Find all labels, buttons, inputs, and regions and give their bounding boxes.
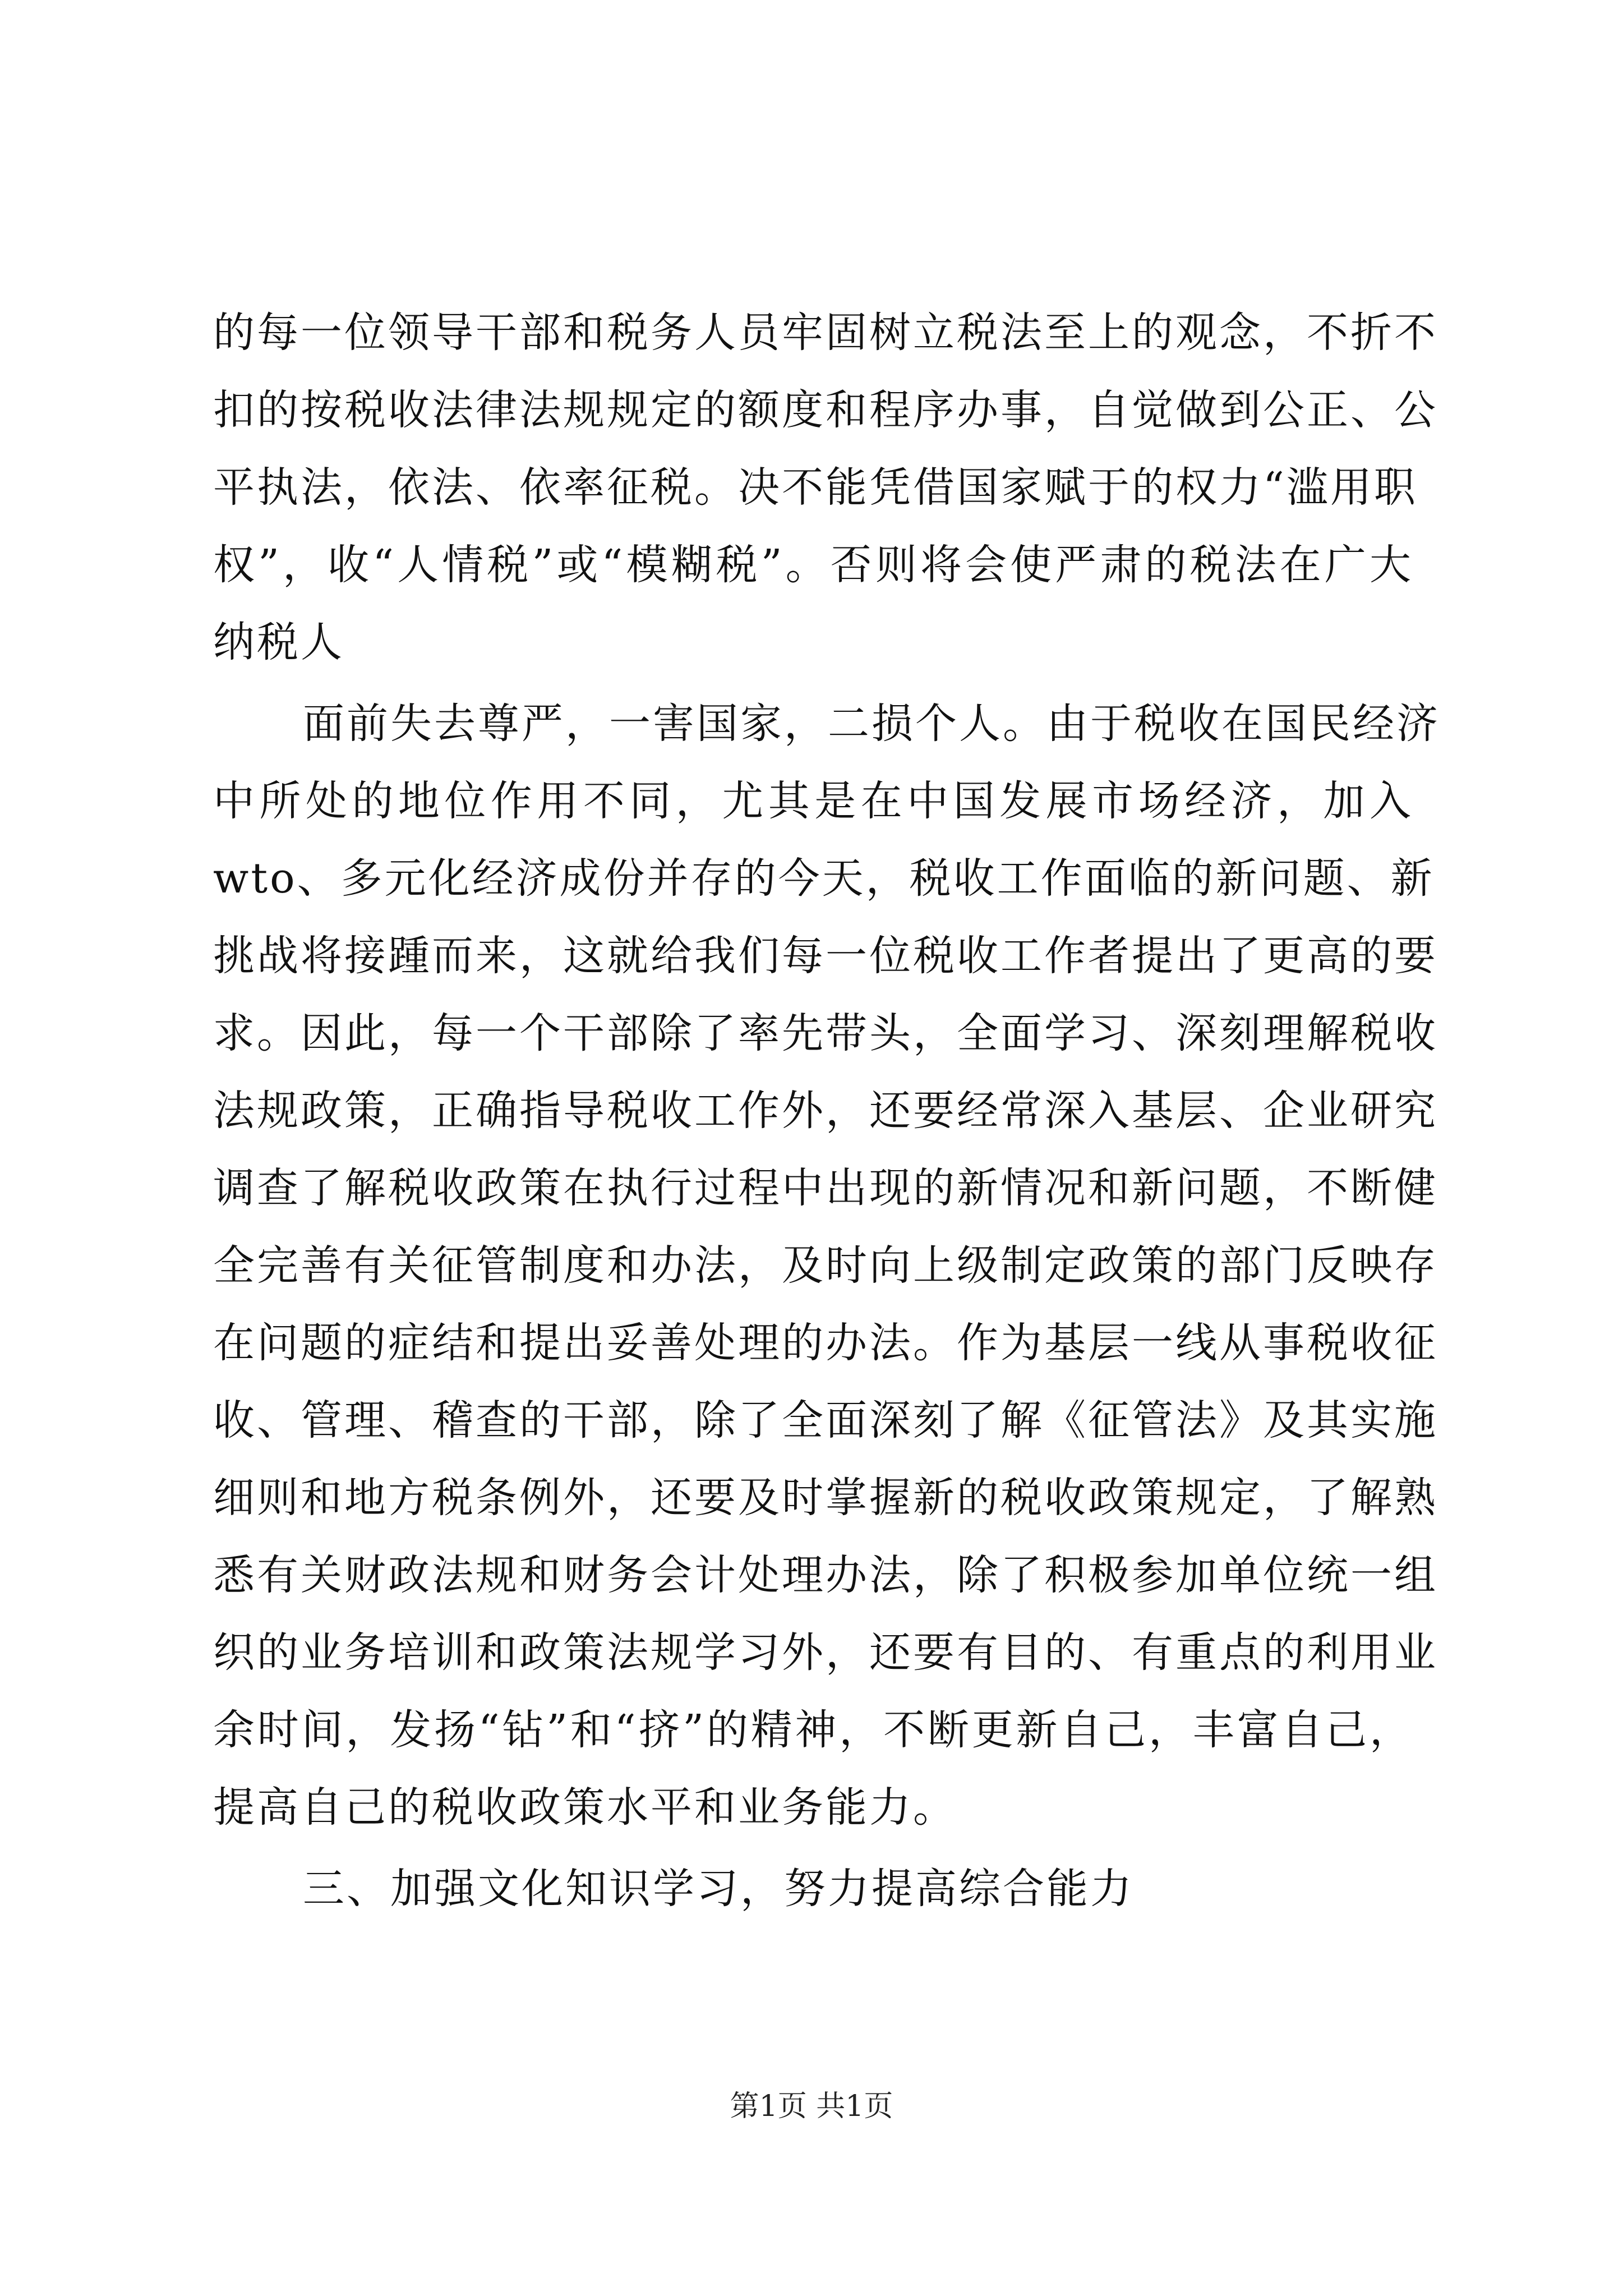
section-heading: 三、加强文化知识学习，努力提高综合能力 — [303, 1865, 1134, 1913]
text-line: 提高自己的税收政策水平和业务能力。 — [213, 1783, 957, 1832]
text-line: 平执法，依法、依率征税。决不能凭借国家赋于的权力“滥用职 — [213, 463, 1418, 512]
text-line: 权”，收“人情税”或“模糊税”。否则将会使严肃的税法在广大 — [213, 541, 1413, 589]
text-line: 调查了解税收政策在执行过程中出现的新情况和新问题，不断健 — [213, 1164, 1438, 1212]
text-line: 悉有关财政法规和财务会计处理办法，除了积极参加单位统一组 — [213, 1551, 1438, 1599]
text-line: 中所处的地位作用不同，尤其是在中国发展市场经济，加入 — [213, 777, 1413, 825]
text-line: 法规政策，正确指导税收工作外，还要经常深入基层、企业研究 — [213, 1087, 1438, 1135]
text-line: 在问题的症结和提出妥善处理的办法。作为基层一线从事税收征 — [213, 1319, 1438, 1367]
text-line: 扣的按税收法律法规规定的额度和程序办事，自觉做到公正、公 — [213, 386, 1438, 434]
page-footer: 第1页 共1页 — [730, 2090, 893, 2123]
text-line: 的每一位领导干部和税务人员牢固树立税法至上的观念，不折不 — [213, 309, 1438, 357]
text-line: wto、多元化经济成份并存的今天，税收工作面临的新问题、新 — [213, 854, 1435, 903]
text-line: 织的业务培训和政策法规学习外，还要有目的、有重点的利用业 — [213, 1628, 1438, 1677]
text-line: 余时间，发扬“钻”和“挤”的精神，不断更新自己，丰富自己， — [213, 1706, 1413, 1754]
text-line: 全完善有关征管制度和办法，及时向上级制定政策的部门反映存 — [213, 1241, 1438, 1290]
text-line: 面前失去尊严，一害国家，二损个人。由于税收在国民经济 — [303, 700, 1440, 748]
text-line: 求。因此，每一个干部除了率先带头，全面学习、深刻理解税收 — [213, 1009, 1438, 1057]
text-line: 细则和地方税条例外，还要及时掌握新的税收政策规定，了解熟 — [213, 1474, 1438, 1522]
text-line: 挑战将接踵而来，这就给我们每一位税收工作者提出了更高的要 — [213, 932, 1438, 980]
text-line: 纳税人 — [213, 618, 344, 666]
text-line: 收、管理、稽查的干部，除了全面深刻了解《征管法》及其实施 — [213, 1396, 1438, 1444]
